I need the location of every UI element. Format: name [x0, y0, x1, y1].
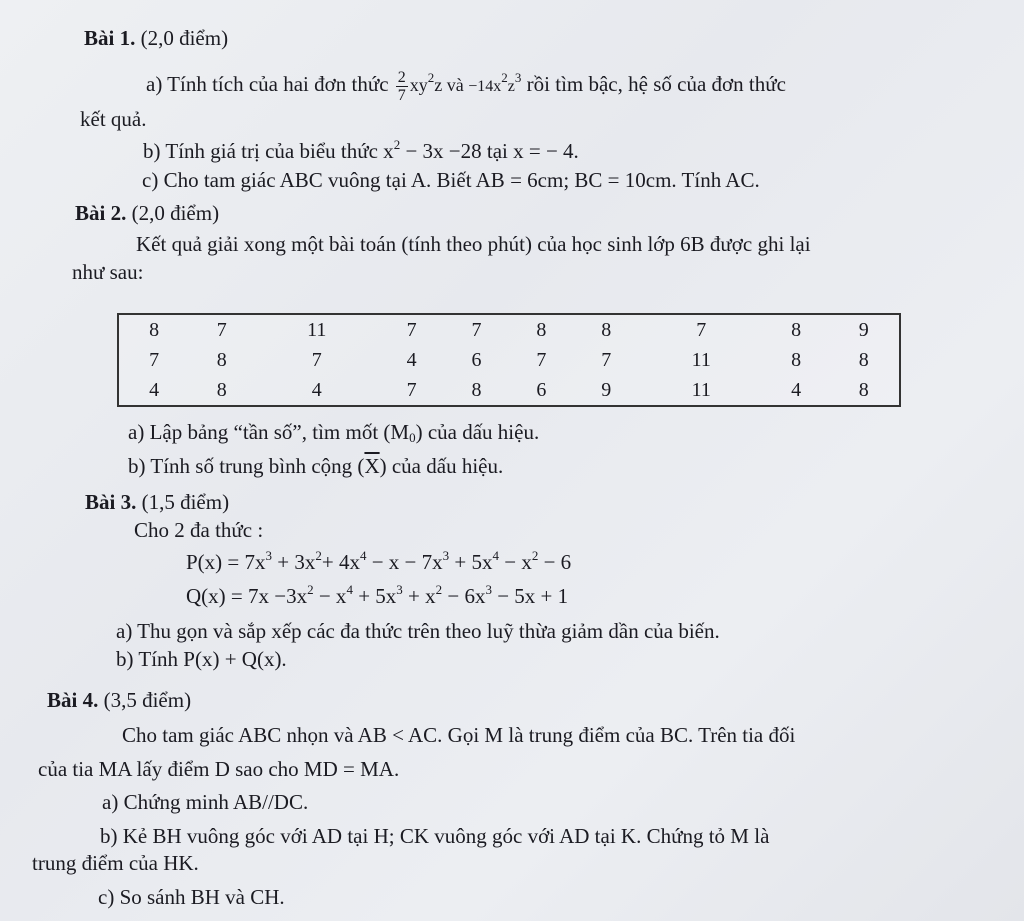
bai4-a: a) Chứng minh AB//DC.: [102, 790, 309, 814]
exponent: 2: [501, 70, 508, 85]
bai1-points: (2,0 điểm): [135, 26, 229, 50]
exponent: 4: [346, 582, 353, 597]
polynomial-term: + 3x: [272, 550, 316, 574]
bai2-intro-line1: Kết quả giải xong một bài toán (tính theo phút) của học sinh lớp 6B được ghi lại: [136, 232, 811, 256]
table-cell: 8: [858, 378, 869, 401]
table-cell: 8: [216, 378, 227, 401]
table-cell: 4: [406, 348, 417, 371]
polynomial-term: − x: [313, 584, 347, 608]
subscript: 0: [409, 430, 416, 445]
table-cell: 11: [307, 318, 327, 341]
bai2-b: [128, 454, 503, 478]
monomial-2: −14x: [468, 78, 502, 95]
table-cell: 9: [601, 378, 612, 401]
bai3-heading: [85, 490, 229, 514]
table-cell: 8: [149, 318, 160, 341]
bai3-points: (1,5 điểm): [136, 490, 230, 514]
bai1-a-suffix: rồi tìm bậc, hệ số của đơn thức: [521, 72, 786, 96]
table-cell: 9: [858, 318, 869, 341]
bai2-intro-line2: như sau:: [72, 260, 144, 284]
bai1-a-line2: kết quả.: [80, 107, 147, 131]
exponent: 3: [396, 582, 403, 597]
polynomial-q: [186, 584, 568, 608]
bai1-b-prefix: b) Tính giá trị của biểu thức x: [143, 139, 394, 163]
polynomial-term: − x: [498, 550, 532, 574]
monomial-1-z: z và: [434, 75, 469, 95]
polynomial-term: + 4x: [321, 550, 360, 574]
table-cell: 7: [471, 318, 482, 341]
bai1-label: Bài 1.: [84, 26, 136, 50]
table-row: [118, 375, 900, 406]
bai2-points: (2,0 điểm): [126, 201, 220, 225]
fraction-denominator: 7: [397, 86, 406, 104]
fraction-2-7: [396, 69, 408, 104]
bai4-intro-line2: của tia MA lấy điểm D sao cho MD = MA.: [38, 757, 400, 781]
polynomial-term: P(x) = 7x: [186, 550, 266, 574]
bai4-label: Bài 4.: [47, 688, 99, 712]
polynomial-term: + 5x: [352, 584, 397, 608]
data-table-body: [118, 314, 900, 406]
table-cell: 7: [311, 348, 322, 371]
bai4-points: (3,5 điểm): [98, 688, 192, 712]
bai3-label: Bài 3.: [85, 490, 137, 514]
bai1-c: c) Cho tam giác ABC vuông tại A. Biết AB = 6cm; BC = 10cm. Tính AC.: [142, 168, 760, 192]
exponent: 3: [442, 548, 450, 563]
polynomial-term: Q(x) = 7x −3x: [186, 584, 308, 608]
table-cell: 8: [536, 318, 547, 341]
table-cell: 6: [471, 348, 482, 371]
table-cell: 4: [311, 378, 322, 401]
bai2-a-prefix: a) Lập bảng “tần số”, tìm mốt (M: [128, 420, 410, 444]
table-cell: 8: [216, 348, 227, 371]
polynomial-term: − x − 7x: [366, 550, 443, 574]
table-cell: 7: [216, 318, 227, 341]
exponent: 2: [427, 70, 435, 85]
table-cell: 7: [406, 378, 417, 401]
bai2-heading: [75, 201, 219, 225]
table-cell: 8: [601, 318, 612, 341]
bai4-intro-line1: Cho tam giác ABC nhọn và AB < AC. Gọi M là trung điểm của BC. Trên tia đối: [122, 723, 796, 747]
polynomial-term: + 5x: [449, 550, 493, 574]
table-cell: 11: [691, 348, 711, 371]
table-cell: 8: [471, 378, 482, 401]
bai1-heading: [84, 26, 228, 50]
bai1-a-prefix: a) Tính tích của hai đơn thức: [146, 72, 394, 96]
polynomial-term: − 6: [538, 550, 572, 574]
exponent: 2: [307, 582, 314, 597]
table-cell: 7: [149, 348, 160, 371]
table-row: [118, 314, 900, 345]
exponent: 3: [514, 70, 522, 85]
bai3-b: b) Tính P(x) + Q(x).: [116, 647, 287, 671]
bai2-a-suffix: ) của dấu hiệu.: [415, 420, 540, 444]
bai4-heading: [47, 688, 191, 712]
table-cell: 7: [696, 318, 707, 341]
table-cell: 11: [691, 378, 711, 401]
table-cell: 8: [791, 318, 802, 341]
exponent: 2: [531, 548, 539, 563]
monomial-2-z: z: [507, 78, 515, 95]
table-cell: 4: [791, 378, 802, 401]
bai4-b-line2: trung điểm của HK.: [32, 851, 199, 875]
table-row: [118, 345, 900, 375]
bai4-b-line1: b) Kẻ BH vuông góc với AD tại H; CK vuông góc với AD tại K. Chứng tỏ M là: [100, 824, 770, 848]
table-cell: 7: [536, 348, 547, 371]
table-cell: 6: [536, 378, 547, 401]
bai2-b-prefix: b) Tính số trung bình cộng (: [128, 454, 365, 478]
table-cell: 8: [791, 348, 802, 371]
bai1-a-line1: [146, 64, 786, 107]
bai2-b-suffix: ) của dấu hiệu.: [379, 454, 504, 478]
exponent: 3: [265, 548, 273, 563]
bai1-b: [143, 139, 579, 163]
exponent: 3: [485, 582, 492, 597]
bai2-a: [128, 420, 539, 444]
bai2-label: Bài 2.: [75, 201, 127, 225]
mean-symbol: $\overline{X}$: [364, 454, 380, 478]
exponent: 4: [359, 548, 367, 563]
table-cell: 7: [406, 318, 417, 341]
table-cell: 4: [149, 378, 160, 401]
bai1-b-suffix: − 3x −28 tại x = − 4.: [400, 139, 579, 163]
table-cell: 8: [858, 348, 869, 371]
frequency-data-table: [117, 313, 901, 407]
polynomial-term: − 5x + 1: [491, 584, 569, 608]
bai3-a: a) Thu gọn và sắp xếp các đa thức trên theo luỹ thừa giảm dần của biến.: [116, 619, 720, 643]
bai4-c: c) So sánh BH và CH.: [98, 885, 285, 909]
exponent: 4: [492, 548, 499, 563]
polynomial-p: [186, 550, 571, 574]
polynomial-term: − 6x: [442, 584, 486, 608]
exponent: 2: [393, 137, 401, 152]
exponent: 2: [315, 548, 322, 563]
polynomial-term: + x: [402, 584, 436, 608]
bai3-intro: Cho 2 đa thức :: [134, 518, 264, 542]
fraction-numerator: 2: [397, 68, 406, 86]
table-cell: 7: [601, 348, 612, 371]
exponent: 2: [435, 582, 443, 597]
monomial-1: xy: [409, 75, 428, 95]
